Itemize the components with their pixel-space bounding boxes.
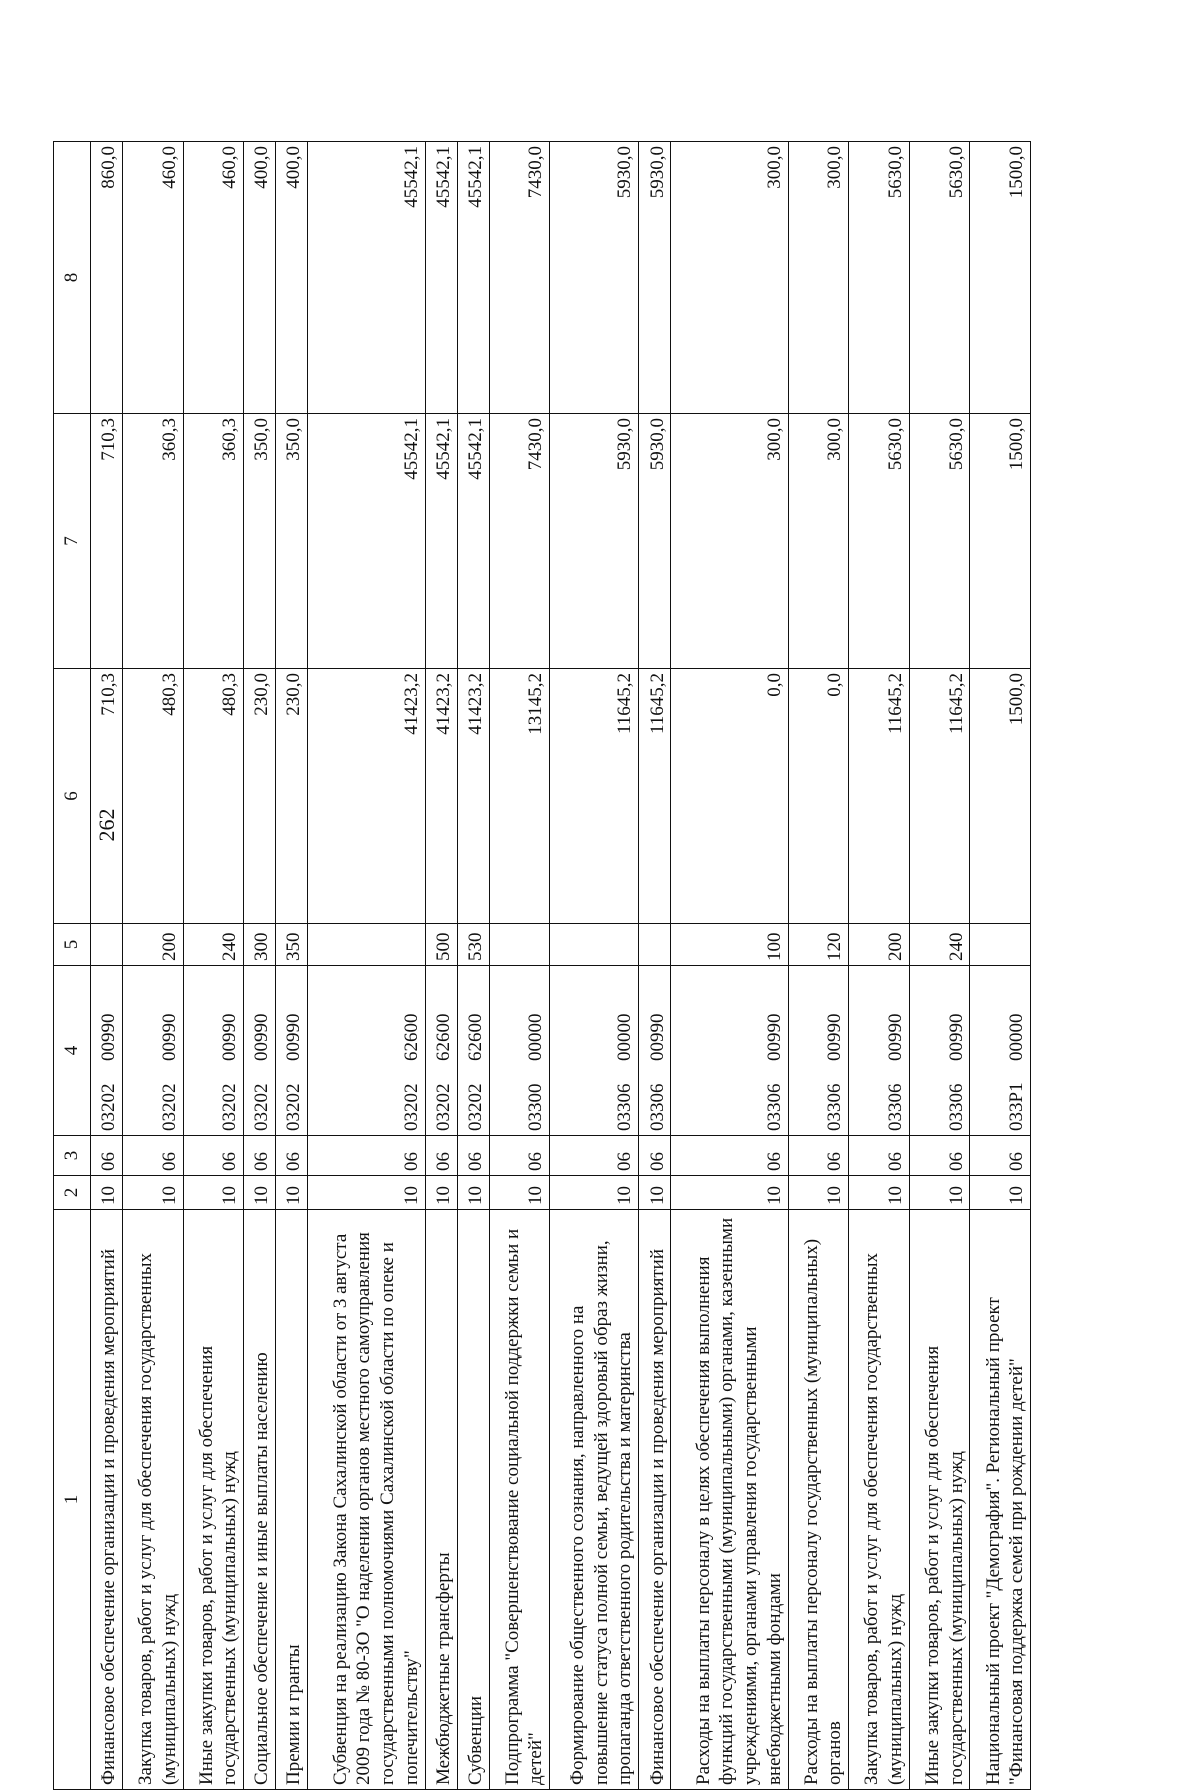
budget-table-wrapper bbox=[53, 142, 1031, 1790]
row-name-cell: Межбюджетные трансферты bbox=[425, 1210, 457, 1790]
row-name-cell: Закупка товаров, работ и услуг для обеспечения государственных (муниципальных) нужд bbox=[123, 1210, 184, 1790]
amount-col8-cell: 7430,0 bbox=[489, 142, 550, 414]
amount-col8-cell: 5930,0 bbox=[639, 142, 671, 414]
subsection-code-cell: 06 bbox=[970, 1136, 1031, 1176]
table-row bbox=[671, 142, 788, 1790]
amount-col8-cell: 1500,0 bbox=[970, 142, 1031, 414]
subsection-code-cell: 06 bbox=[91, 1136, 123, 1176]
expense-type-cell bbox=[91, 924, 123, 966]
row-name-cell: Подпрограмма "Совершенствование социальной поддержки семьи и детей" bbox=[489, 1210, 550, 1790]
amount-col7-cell: 45542,1 bbox=[457, 414, 489, 669]
section-code-cell: 10 bbox=[639, 1176, 671, 1210]
table-row bbox=[489, 142, 550, 1790]
amount-col7-cell: 5630,0 bbox=[909, 414, 970, 669]
table-row bbox=[425, 142, 457, 1790]
target-article-cell bbox=[550, 966, 639, 1136]
amount-col6-cell: 0,0 bbox=[788, 669, 849, 924]
amount-col7-cell: 710,3 bbox=[91, 414, 123, 669]
row-name-cell: Субвенции bbox=[457, 1210, 489, 1790]
amount-col7-cell: 5630,0 bbox=[849, 414, 910, 669]
table-row bbox=[276, 142, 308, 1790]
amount-col6-cell: 13145,2 bbox=[489, 669, 550, 924]
expense-type-cell: 100 bbox=[671, 924, 788, 966]
target-article-cell bbox=[639, 966, 671, 1136]
row-name-cell: Субвенция на реализацию Закона Сахалинской области от 3 августа 2009 года № 80-ЗО "О наделении органов местного самоуправления государственными полномочиями Сахалинской области по опеке и попечительству" bbox=[308, 1210, 425, 1790]
section-code-cell: 10 bbox=[244, 1176, 276, 1210]
budget-table bbox=[53, 141, 1031, 1790]
expense-type-cell: 350 bbox=[276, 924, 308, 966]
amount-col8-cell: 45542,1 bbox=[457, 142, 489, 414]
row-name-cell: Финансовое обеспечение организации и проведения мероприятий bbox=[639, 1210, 671, 1790]
subsection-code-cell: 06 bbox=[639, 1136, 671, 1176]
subsection-code-cell: 06 bbox=[909, 1136, 970, 1176]
table-row bbox=[849, 142, 910, 1790]
table-row bbox=[244, 142, 276, 1790]
amount-col8-cell: 300,0 bbox=[788, 142, 849, 414]
amount-col8-cell: 5930,0 bbox=[550, 142, 639, 414]
amount-col7-cell: 360,3 bbox=[123, 414, 184, 669]
target-article-program: 03306 bbox=[646, 1083, 668, 1131]
target-article-cell bbox=[244, 966, 276, 1136]
section-code-cell: 10 bbox=[308, 1176, 425, 1210]
target-article-program: 03202 bbox=[464, 1083, 486, 1131]
target-article-direction: 00990 bbox=[945, 1013, 967, 1061]
section-code-cell: 10 bbox=[671, 1176, 788, 1210]
target-article-direction: 00990 bbox=[824, 1013, 846, 1061]
section-code-cell: 10 bbox=[457, 1176, 489, 1210]
subsection-code-cell: 06 bbox=[183, 1136, 244, 1176]
amount-col6-cell: 480,3 bbox=[183, 669, 244, 924]
amount-col6-cell: 1500,0 bbox=[970, 669, 1031, 924]
amount-col6-cell: 0,0 bbox=[671, 669, 788, 924]
target-article-program: 03306 bbox=[885, 1083, 906, 1131]
target-article-direction: 00990 bbox=[219, 1013, 241, 1061]
expense-type-cell bbox=[550, 924, 639, 966]
target-article-direction: 00990 bbox=[763, 1013, 785, 1061]
column-header: 7 bbox=[54, 414, 91, 669]
target-article-cell bbox=[91, 966, 123, 1136]
amount-col6-cell: 230,0 bbox=[244, 669, 276, 924]
row-name-cell: Национальный проект "Демография". Региональный проект "Финансовая поддержка семей при рождении детей" bbox=[970, 1210, 1031, 1790]
page-number: 262 bbox=[94, 808, 119, 842]
target-article-cell bbox=[489, 966, 550, 1136]
expense-type-cell bbox=[489, 924, 550, 966]
subsection-code-cell: 06 bbox=[550, 1136, 639, 1176]
amount-col7-cell: 300,0 bbox=[671, 414, 788, 669]
table-row bbox=[788, 142, 849, 1790]
target-article-direction: 00000 bbox=[525, 1013, 547, 1061]
table-row bbox=[91, 142, 123, 1790]
column-header: 1 bbox=[54, 1210, 91, 1790]
expense-type-cell: 500 bbox=[425, 924, 457, 966]
table-row bbox=[550, 142, 639, 1790]
expense-type-cell: 240 bbox=[183, 924, 244, 966]
target-article-direction: 00000 bbox=[1006, 1013, 1028, 1061]
row-name-cell: Иные закупки товаров, работ и услуг для обеспечения государственных (муниципальных) нужд bbox=[909, 1210, 970, 1790]
target-article-cell bbox=[970, 966, 1031, 1136]
amount-col7-cell: 45542,1 bbox=[308, 414, 425, 669]
amount-col6-cell: 41423,2 bbox=[425, 669, 457, 924]
amount-col8-cell: 460,0 bbox=[183, 142, 244, 414]
row-name-cell: Формирование общественного сознания, направленного на повышение статуса полной семьи, ведущей здоровый образ жизни, пропаганда ответственного родительства и материнства bbox=[550, 1210, 639, 1790]
row-name-cell: Расходы на выплаты персоналу государственных (муниципальных) органов bbox=[788, 1210, 849, 1790]
amount-col8-cell: 5630,0 bbox=[909, 142, 970, 414]
amount-col6-cell: 11645,2 bbox=[550, 669, 639, 924]
section-code-cell: 10 bbox=[849, 1176, 910, 1210]
section-code-cell: 10 bbox=[183, 1176, 244, 1210]
amount-col7-cell: 300,0 bbox=[788, 414, 849, 669]
target-article-cell bbox=[671, 966, 788, 1136]
subsection-code-cell: 06 bbox=[849, 1136, 910, 1176]
amount-col8-cell: 5630,0 bbox=[849, 142, 910, 414]
target-article-direction: 00990 bbox=[283, 1013, 305, 1061]
subsection-code-cell: 06 bbox=[425, 1136, 457, 1176]
amount-col8-cell: 400,0 bbox=[276, 142, 308, 414]
target-article-cell bbox=[788, 966, 849, 1136]
target-article-program: 03202 bbox=[251, 1083, 273, 1131]
table-row bbox=[457, 142, 489, 1790]
amount-col6-cell: 11645,2 bbox=[849, 669, 910, 924]
subsection-code-cell: 06 bbox=[123, 1136, 184, 1176]
table-row bbox=[639, 142, 671, 1790]
target-article-program: 03306 bbox=[824, 1083, 846, 1131]
amount-col6-cell: 480,3 bbox=[123, 669, 184, 924]
amount-col6-cell: 230,0 bbox=[276, 669, 308, 924]
amount-col7-cell: 5930,0 bbox=[639, 414, 671, 669]
target-article-program: 033P1 bbox=[1006, 1082, 1028, 1131]
row-name-cell: Финансовое обеспечение организации и проведения мероприятий bbox=[91, 1210, 123, 1790]
expense-type-cell: 200 bbox=[123, 924, 184, 966]
subsection-code-cell: 06 bbox=[457, 1136, 489, 1176]
row-name-cell: Иные закупки товаров, работ и услуг для обеспечения государственных (муниципальных) нужд bbox=[183, 1210, 244, 1790]
expense-type-cell: 530 bbox=[457, 924, 489, 966]
target-article-direction: 00990 bbox=[885, 1013, 906, 1061]
target-article-program: 03300 bbox=[525, 1083, 547, 1131]
amount-col7-cell: 5930,0 bbox=[550, 414, 639, 669]
target-article-cell bbox=[457, 966, 489, 1136]
target-article-direction: 00990 bbox=[98, 1013, 120, 1061]
header-row bbox=[54, 142, 91, 1790]
subsection-code-cell: 06 bbox=[276, 1136, 308, 1176]
target-article-direction: 00990 bbox=[251, 1013, 273, 1061]
row-name-cell: Закупка товаров, работ и услуг для обеспечения государственных (муниципальных) нужд bbox=[849, 1210, 910, 1790]
amount-col8-cell: 300,0 bbox=[671, 142, 788, 414]
table-row bbox=[123, 142, 184, 1790]
section-code-cell: 10 bbox=[909, 1176, 970, 1210]
amount-col7-cell: 7430,0 bbox=[489, 414, 550, 669]
table-row bbox=[970, 142, 1031, 1790]
section-code-cell: 10 bbox=[123, 1176, 184, 1210]
target-article-cell bbox=[276, 966, 308, 1136]
target-article-program: 03202 bbox=[158, 1083, 180, 1131]
column-header: 3 bbox=[54, 1136, 91, 1176]
amount-col6-cell: 710,3 bbox=[91, 669, 123, 924]
amount-col7-cell: 1500,0 bbox=[970, 414, 1031, 669]
target-article-direction: 00990 bbox=[158, 1013, 180, 1061]
expense-type-cell bbox=[308, 924, 425, 966]
expense-type-cell: 200 bbox=[849, 924, 910, 966]
row-name-cell: Расходы на выплаты персоналу в целях обеспечения выполнения функций государственными (муниципальными) органами, казенными учреждениями, органами управления государственными внебюджетными фондами bbox=[671, 1210, 788, 1790]
section-code-cell: 10 bbox=[788, 1176, 849, 1210]
row-name-cell: Социальное обеспечение и иные выплаты населению bbox=[244, 1210, 276, 1790]
expense-type-cell bbox=[639, 924, 671, 966]
target-article-cell bbox=[909, 966, 970, 1136]
subsection-code-cell: 06 bbox=[489, 1136, 550, 1176]
target-article-program: 03306 bbox=[614, 1083, 636, 1131]
expense-type-cell: 300 bbox=[244, 924, 276, 966]
target-article-program: 03202 bbox=[432, 1083, 454, 1131]
column-header: 5 bbox=[54, 924, 91, 966]
amount-col7-cell: 350,0 bbox=[244, 414, 276, 669]
row-name-cell: Премии и гранты bbox=[276, 1210, 308, 1790]
expense-type-cell: 120 bbox=[788, 924, 849, 966]
amount-col7-cell: 45542,1 bbox=[425, 414, 457, 669]
expense-type-cell: 240 bbox=[909, 924, 970, 966]
amount-col6-cell: 11645,2 bbox=[639, 669, 671, 924]
target-article-cell bbox=[123, 966, 184, 1136]
table-row bbox=[183, 142, 244, 1790]
target-article-cell bbox=[183, 966, 244, 1136]
amount-col6-cell: 41423,2 bbox=[457, 669, 489, 924]
target-article-cell bbox=[425, 966, 457, 1136]
target-article-direction: 00990 bbox=[646, 1013, 668, 1061]
target-article-direction: 00000 bbox=[614, 1013, 636, 1061]
table-row bbox=[909, 142, 970, 1790]
column-header: 2 bbox=[54, 1176, 91, 1210]
target-article-direction: 62600 bbox=[432, 1013, 454, 1061]
target-article-cell bbox=[849, 966, 910, 1136]
amount-col7-cell: 350,0 bbox=[276, 414, 308, 669]
amount-col8-cell: 45542,1 bbox=[308, 142, 425, 414]
section-code-cell: 10 bbox=[489, 1176, 550, 1210]
column-header: 8 bbox=[54, 142, 91, 414]
amount-col8-cell: 400,0 bbox=[244, 142, 276, 414]
table-body bbox=[91, 142, 1031, 1790]
subsection-code-cell: 06 bbox=[788, 1136, 849, 1176]
table-row bbox=[308, 142, 425, 1790]
subsection-code-cell: 06 bbox=[308, 1136, 425, 1176]
target-article-cell bbox=[308, 966, 425, 1136]
target-article-program: 03202 bbox=[400, 1083, 422, 1131]
amount-col8-cell: 860,0 bbox=[91, 142, 123, 414]
target-article-program: 03202 bbox=[98, 1083, 120, 1131]
section-code-cell: 10 bbox=[276, 1176, 308, 1210]
amount-col8-cell: 45542,1 bbox=[425, 142, 457, 414]
section-code-cell: 10 bbox=[425, 1176, 457, 1210]
column-header: 6 bbox=[54, 669, 91, 924]
amount-col8-cell: 460,0 bbox=[123, 142, 184, 414]
amount-col7-cell: 360,3 bbox=[183, 414, 244, 669]
target-article-direction: 62600 bbox=[400, 1013, 422, 1061]
amount-col6-cell: 41423,2 bbox=[308, 669, 425, 924]
section-code-cell: 10 bbox=[91, 1176, 123, 1210]
target-article-program: 03202 bbox=[219, 1083, 241, 1131]
target-article-program: 03306 bbox=[763, 1083, 785, 1131]
amount-col6-cell: 11645,2 bbox=[909, 669, 970, 924]
section-code-cell: 10 bbox=[550, 1176, 639, 1210]
target-article-program: 03202 bbox=[283, 1083, 305, 1131]
subsection-code-cell: 06 bbox=[671, 1136, 788, 1176]
target-article-program: 03306 bbox=[945, 1083, 967, 1131]
subsection-code-cell: 06 bbox=[244, 1136, 276, 1176]
expense-type-cell bbox=[970, 924, 1031, 966]
section-code-cell: 10 bbox=[970, 1176, 1031, 1210]
target-article-direction: 62600 bbox=[464, 1013, 486, 1061]
column-header: 4 bbox=[54, 966, 91, 1136]
